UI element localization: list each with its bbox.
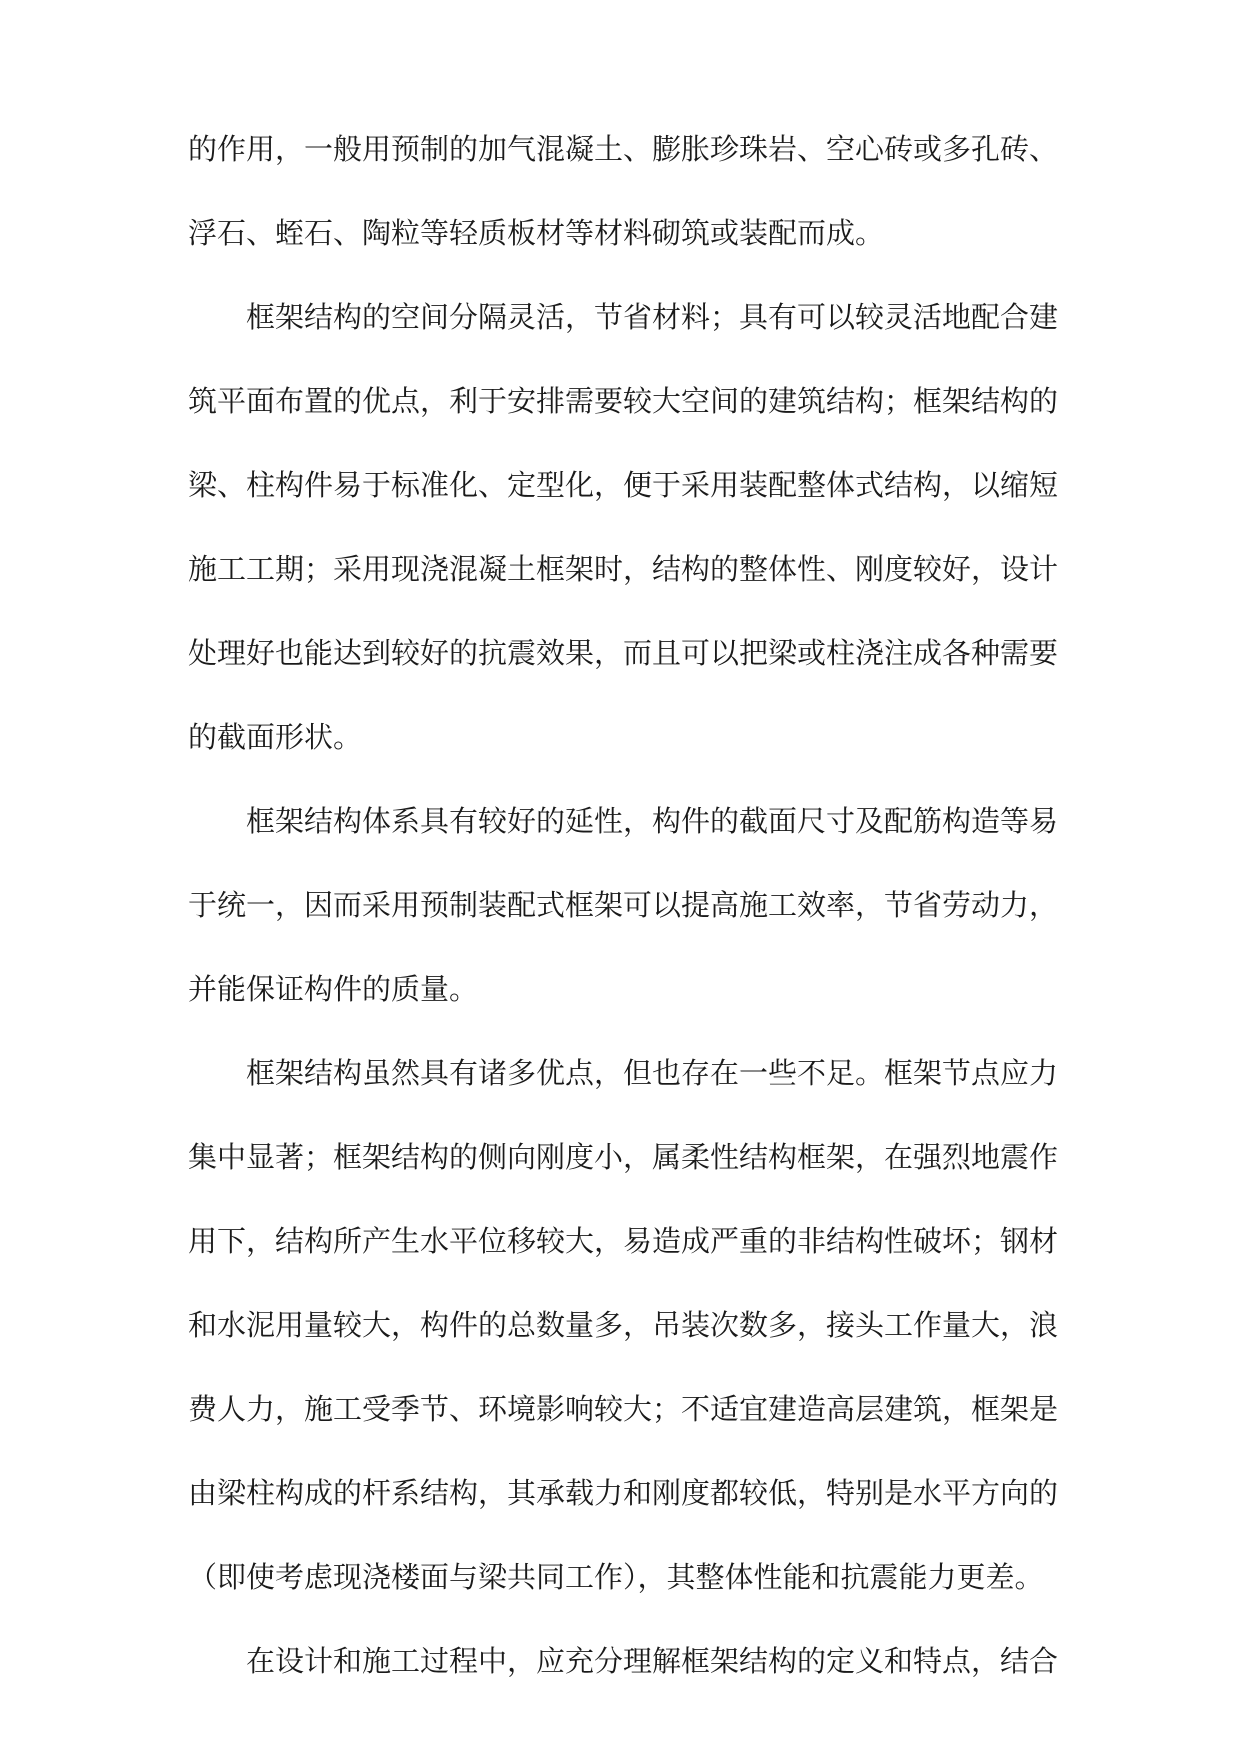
text-line: 梁、柱构件易于标准化、定型化，便于采用装配整体式结构，以缩短 bbox=[188, 468, 1059, 502]
text-line: 筑平面布置的优点，利于安排需要较大空间的建筑结构；框架结构的 bbox=[188, 384, 1059, 418]
text-line: 的截面形状。 bbox=[188, 720, 363, 754]
text-line: 浮石、蛭石、陶粒等轻质板材等材料砌筑或装配而成。 bbox=[188, 216, 885, 250]
text-line: 费人力，施工受季节、环境影响较大；不适宜建造高层建筑，框架是 bbox=[188, 1392, 1059, 1426]
text-line: 并能保证构件的质量。 bbox=[188, 972, 479, 1006]
text-line: 施工工期；采用现浇混凝土框架时，结构的整体性、刚度较好，设计 bbox=[188, 552, 1059, 586]
text-line: 处理好也能达到较好的抗震效果，而且可以把梁或柱浇注成各种需要 bbox=[188, 636, 1059, 670]
text-line: 的作用，一般用预制的加气混凝土、膨胀珍珠岩、空心砖或多孔砖、 bbox=[188, 132, 1059, 166]
paragraph-first-line: 框架结构体系具有较好的延性，构件的截面尺寸及配筋构造等易 bbox=[246, 804, 1059, 838]
text-line: 集中显著；框架结构的侧向刚度小，属柔性结构框架，在强烈地震作 bbox=[188, 1140, 1059, 1174]
paragraph-first-line: 框架结构的空间分隔灵活，节省材料；具有可以较灵活地配合建 bbox=[246, 300, 1059, 334]
text-line: （即使考虑现浇楼面与梁共同工作），其整体性能和抗震能力更差。 bbox=[188, 1560, 1044, 1594]
text-line: 用下，结构所产生水平位移较大，易造成严重的非结构性破坏；钢材 bbox=[188, 1224, 1059, 1258]
paragraph-first-line: 框架结构虽然具有诸多优点，但也存在一些不足。框架节点应力 bbox=[246, 1056, 1059, 1090]
text-line: 和水泥用量较大，构件的总数量多，吊装次数多，接头工作量大，浪 bbox=[188, 1308, 1059, 1342]
paragraph-first-line: 在设计和施工过程中，应充分理解框架结构的定义和特点，结合 bbox=[246, 1644, 1059, 1678]
text-line: 由梁柱构成的杆系结构，其承载力和刚度都较低，特别是水平方向的 bbox=[188, 1476, 1059, 1510]
text-line: 于统一，因而采用预制装配式框架可以提高施工效率，节省劳动力， bbox=[188, 888, 1059, 922]
